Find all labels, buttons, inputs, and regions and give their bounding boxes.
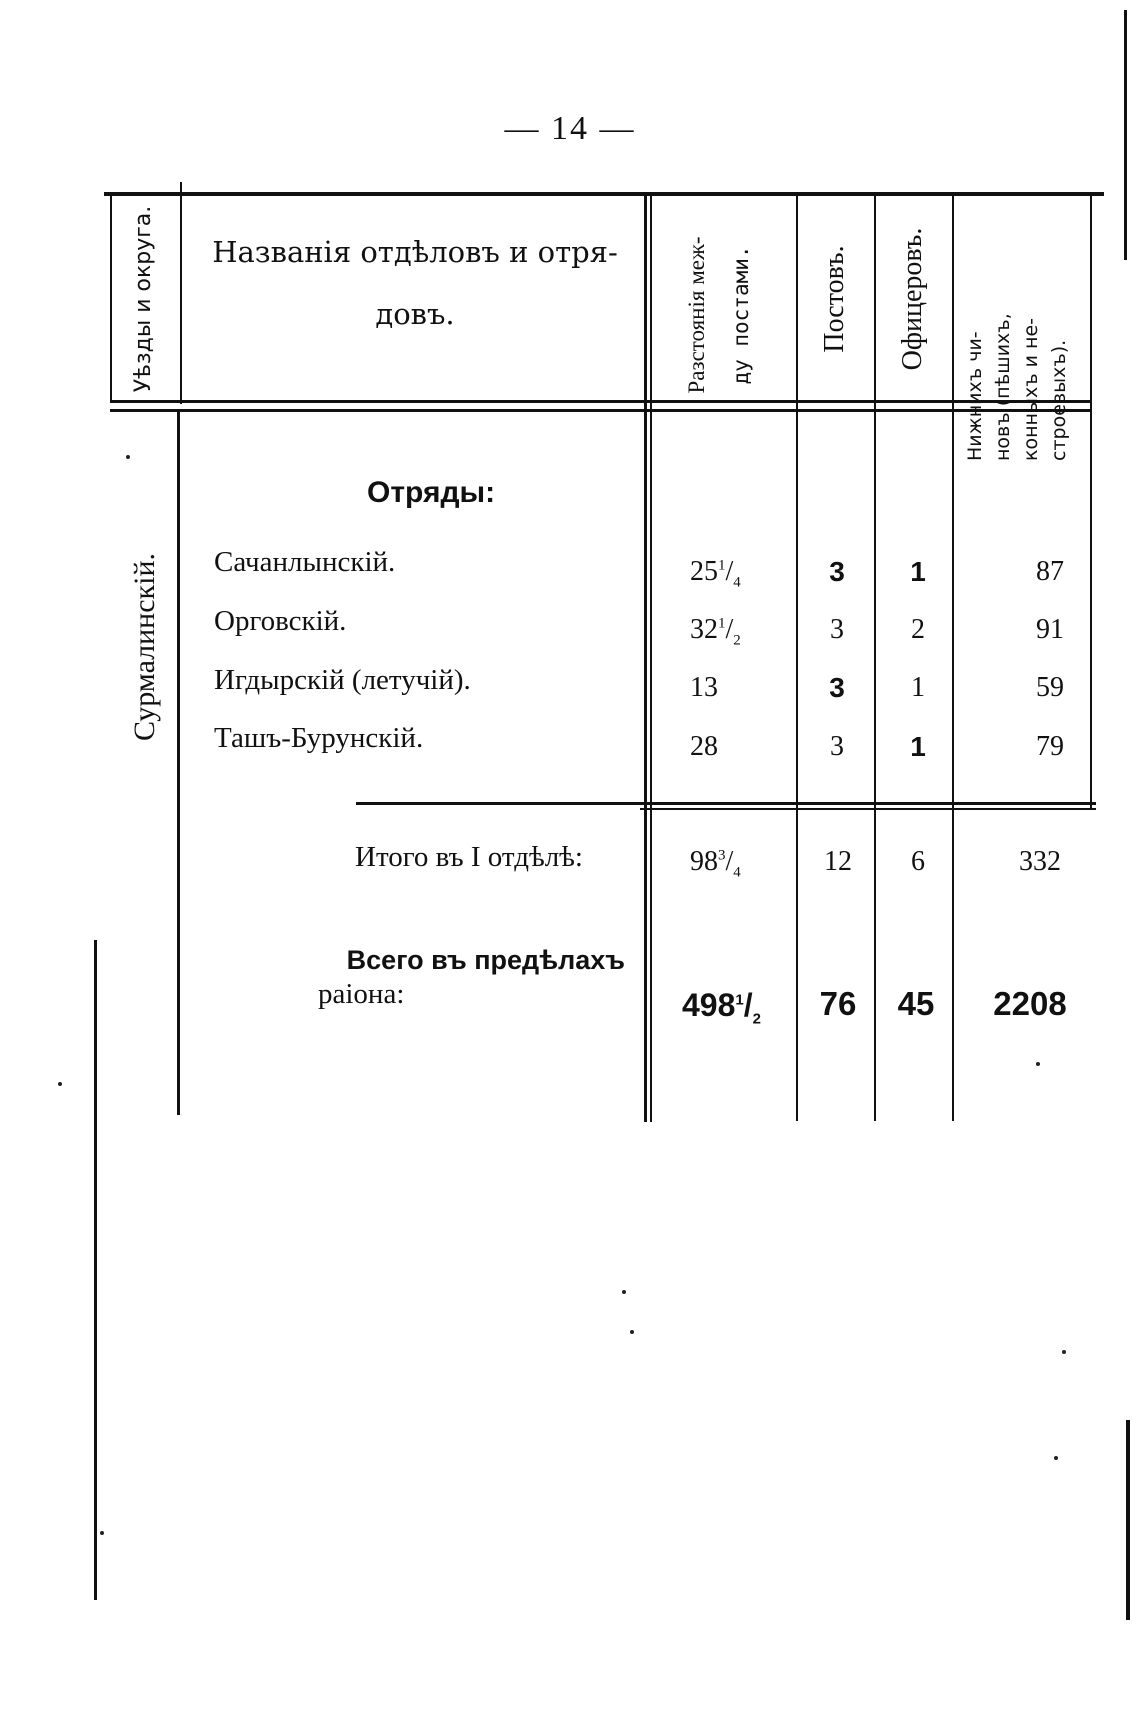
row-posts: 3 [829,672,845,703]
row-officers: 1 [911,672,925,703]
header-ofitserov: Офицеровъ. [897,227,928,371]
header-uezdy: Уѣзды и округа. [131,205,156,393]
names-col-rule-b [650,192,652,1122]
header-postov: Постовъ. [819,245,850,353]
total-label-line1: Всего въ предѣлахъ [346,945,625,975]
total-label-line2: раіона: [318,978,405,1010]
row-officers: 1 [910,731,926,762]
subtotal-rule-1 [356,802,1096,805]
right-page-edge [1124,10,1127,260]
total-ranks: 2208 [993,985,1067,1022]
header-nazvaniya-line1: Названія отдѣловъ и отря- [212,235,618,269]
row-distance: 28 [690,731,718,762]
left-outer-rule [110,196,112,402]
subtotal-officers: 6 [911,846,925,877]
row-officers: 1 [910,556,926,587]
row-name: Орговскій. [214,605,347,637]
district-name: Сурмалинскій. [128,552,161,742]
subtotal-ranks: 332 [1019,846,1061,877]
row-name: Ташъ-Бурунскій. [214,722,424,754]
header-nazvaniya-line2: довъ. [375,297,455,331]
row-ranks: 87 [1036,556,1064,587]
row-name: Сачанлынскій. [214,546,396,578]
posts-col-rule [874,196,876,1121]
speck [1054,1456,1058,1460]
speck [100,1531,104,1535]
row-distance: 13 [690,672,718,703]
header-nizhnikh-line1: Нижнихъ чи- [964,331,986,461]
header-rasstoyaniya-line1: Разстоянія меж- [684,236,709,394]
right-page-edge-lower [1126,1420,1130,1620]
total-posts: 76 [819,985,857,1022]
row-ranks: 59 [1036,672,1064,703]
header-nizhnikh-line4: строевыхъ). [1048,339,1070,461]
header-nizhnikh [961,191,1073,461]
header-rasstoyaniya [675,170,765,460]
subtotal-label: Итого въ I отдѣлѣ: [355,841,583,873]
speck [630,1330,634,1334]
total-officers: 45 [897,985,935,1022]
speck [58,1082,62,1086]
left-page-edge [94,940,97,1600]
speck [126,455,130,459]
subtotal-posts: 12 [824,846,852,877]
subtotal-distance: $98^3/_4$ [690,846,741,881]
row-name: Игдырскій (летучій). [214,664,471,696]
total-distance: $498^1/_2$ [682,987,761,1028]
speck [1062,1350,1066,1354]
header-nizhnikh-line3: конныхъ и не- [1020,317,1042,461]
row-ranks: 79 [1036,731,1064,762]
total-label [300,945,625,1011]
page-number: — 14 — [504,110,636,147]
header-nazvaniya [200,235,630,331]
dist-col-rule [796,196,798,1121]
right-outer-rule [1090,196,1092,808]
row-posts: 3 [829,556,845,587]
officers-col-rule [952,196,954,1121]
header-rasstoyaniya-line2: ду постами. [729,245,753,385]
row-posts: 3 [830,731,844,762]
header-bottom-rule-2 [110,409,1092,412]
row-distance: $25^1/_4$ [690,556,741,591]
district-col-rule-body [177,410,180,1115]
row-distance: $32^1/_2$ [690,614,741,649]
row-posts: 3 [830,614,844,645]
row-ranks: 91 [1036,614,1064,645]
names-col-rule-a [644,192,647,1122]
header-nizhnikh-line2: новъ (пѣшихъ, [992,313,1014,461]
table-top-rule [104,192,1104,196]
section-title: Отряды: [367,476,496,509]
row-officers: 2 [911,614,925,645]
speck [1036,1062,1040,1066]
subtotal-rule-2 [640,808,1096,810]
speck [622,1290,626,1294]
header-bottom-rule-1 [110,400,1092,403]
district-col-rule [180,182,182,404]
